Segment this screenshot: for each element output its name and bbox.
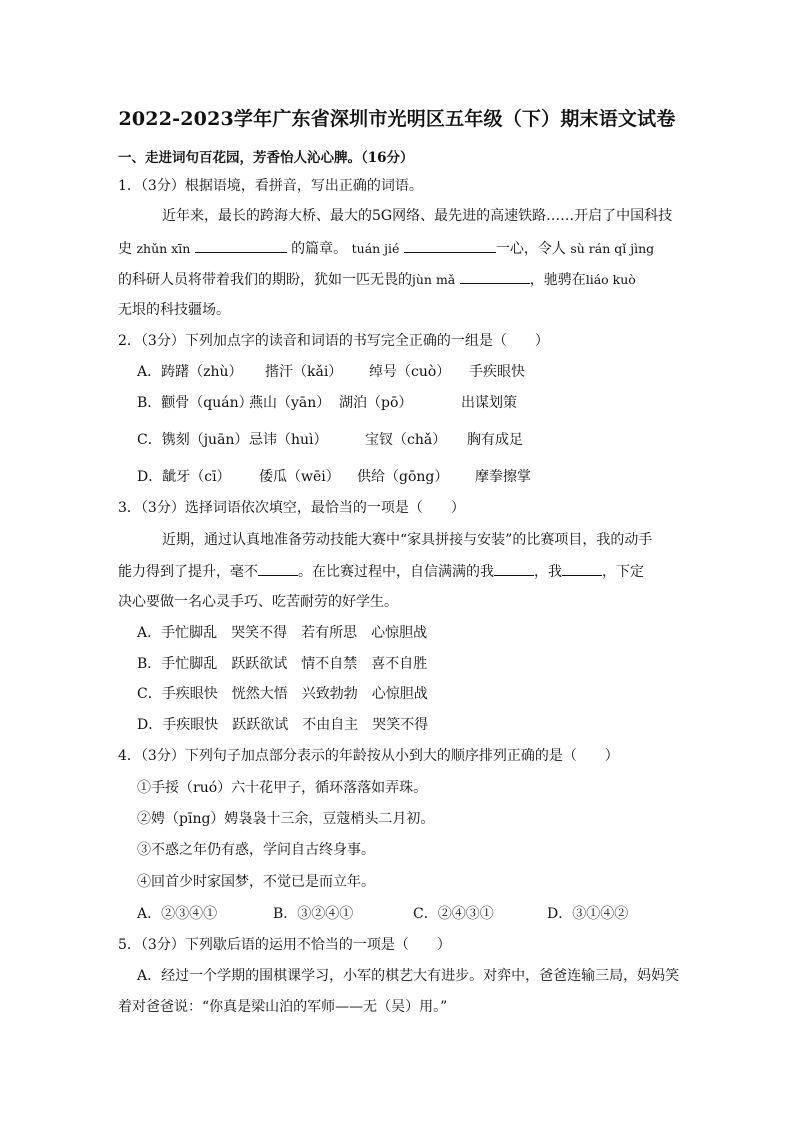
question-3-passage-line: 近期，通过认真地准备劳动技能大赛中“家具拼接与安装”的比赛项目，我的动手	[162, 532, 653, 548]
pinyin: zhǔn xīn	[136, 241, 191, 256]
question-5-stem: 5．（3分）下列歇后语的运用不恰当的一项是（ ）	[118, 937, 451, 953]
pinyin: jùn mǎ	[412, 272, 456, 287]
question-2-option-d[interactable]: D．龇牙（cī） 倭瓜（wēi） 供给（gōng） 摩拳擦掌	[137, 469, 531, 485]
question-1-passage-line: 史 zhǔn xīn 的篇章。 tuán jié 一心，令人 sù rán qǐ jìng	[118, 238, 654, 259]
question-1-passage-line: 的科研人员将带着我们的期盼，犹如一匹无畏的jùn mǎ ，驰骋在liáo kuò	[118, 269, 636, 290]
question-3-option-d[interactable]: D．手疾眼快 跃跃欲试 不由自主 哭笑不得	[137, 717, 429, 733]
question-3-option-b[interactable]: B．手忙脚乱 跃跃欲试 情不自禁 喜不自胜	[137, 656, 428, 672]
question-4-stem: 4．（3分）下列句子加点部分表示的年龄按从小到大的顺序排列正确的是（ ）	[118, 748, 619, 764]
question-3-passage-line: 能力得到了提升，毫不 。在比赛过程中，自信满满的我 ，我 ，下定	[118, 561, 644, 582]
page-title: 2022-2023学年广东省深圳市光明区五年级（下）期末语文试卷	[118, 108, 676, 130]
question-4-options	[137, 904, 628, 924]
question-4-option-d[interactable]: D．③①④②	[547, 906, 629, 922]
answer-blank[interactable]	[258, 561, 298, 576]
question-3-option-c[interactable]: C．手疾眼快 恍然大悟 兴致勃勃 心惊胆战	[137, 686, 428, 702]
question-4-option-b[interactable]: B．③②④①	[273, 906, 354, 922]
question-4-sentence: ①手挼（ruó）六十花甲子，循环落落如弄珠。	[137, 780, 428, 796]
question-4-sentence: ②娉（pīng）娉袅袅十三余，豆蔻梢头二月初。	[137, 811, 435, 827]
question-1-stem: 1．（3分）根据语境，看拼音，写出正确的词语。	[118, 178, 423, 194]
question-5-option-a-line[interactable]: A．经过一个学期的围棋课学习，小军的棋艺大有进步。对弈中，爸爸连输三局，妈妈笑	[137, 968, 680, 984]
answer-blank[interactable]	[562, 561, 602, 576]
question-4-option-c[interactable]: C．②④③①	[413, 906, 494, 922]
question-3-passage-line: 决心要做一名心灵手巧、吃苦耐劳的好学生。	[118, 594, 398, 610]
pinyin: tuán jié	[351, 241, 400, 256]
question-2-option-a[interactable]: A．踌躇（zhù） 揩汗（kǎi） 绰号（cuò） 手疾眼快	[137, 364, 525, 380]
question-4-option-a[interactable]: A．②③④①	[137, 906, 218, 922]
question-3-option-a[interactable]: A．手忙脚乱 哭笑不得 若有所思 心惊胆战	[137, 625, 428, 641]
question-4-sentence: ④回首少时家国梦，不觉已是而立年。	[137, 874, 375, 890]
question-4-sentence: ③不惑之年仍有惑，学问自古终身事。	[137, 842, 375, 858]
question-2-option-c[interactable]: C．镌刻（juān）忌讳（huì） 宝钗（chǎ） 胸有成足	[137, 432, 523, 448]
question-2-option-b[interactable]: B．颧骨（quán）燕山（yān） 湖泊（pō） 出谋划策	[137, 395, 517, 411]
pinyin: sù rán qǐ jìng	[570, 241, 655, 256]
question-1-passage-line: 近年来，最长的跨海大桥、最大的5G网络、最先进的高速铁路……开启了中国科技	[162, 208, 673, 224]
answer-blank[interactable]	[494, 561, 534, 576]
question-3-stem: 3．（3分）选择词语依次填空，最恰当的一项是（ ）	[118, 500, 465, 516]
question-5-option-a-line: 着对爸爸说：“你真是梁山泊的军师——无（吴）用。”	[118, 999, 448, 1015]
question-2-stem: 2．（3分）下列加点字的读音和词语的书写完全正确的一组是（ ）	[118, 333, 549, 349]
answer-blank[interactable]	[460, 269, 530, 284]
answer-blank[interactable]	[404, 238, 496, 253]
answer-blank[interactable]	[195, 238, 287, 253]
pinyin: liáo kuò	[585, 272, 636, 287]
question-1-passage-line: 无垠的科技疆场。	[118, 302, 230, 318]
section-heading: 一、走进词句百花园，芳香怡人沁心脾。（16分）	[118, 150, 414, 166]
